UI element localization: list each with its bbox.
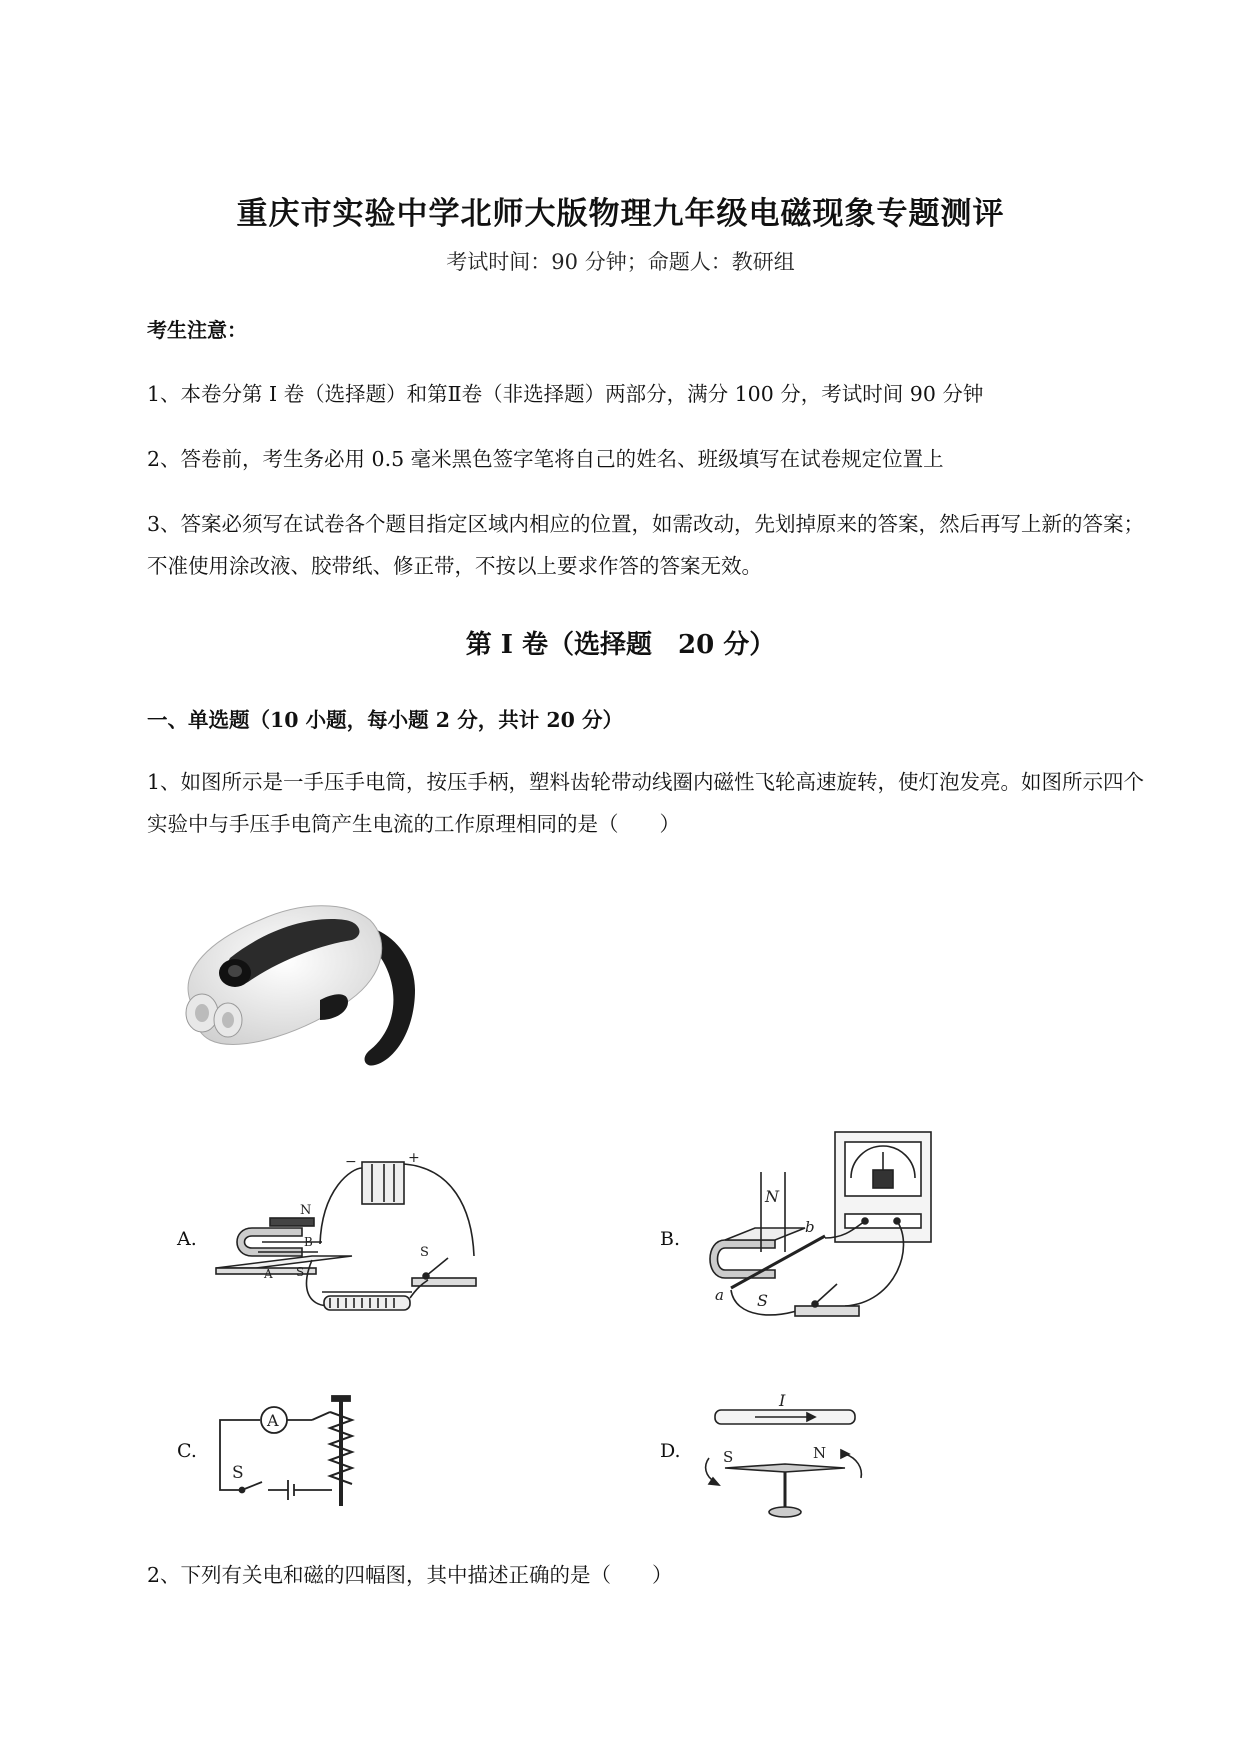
option-a-figure <box>212 1148 512 1323</box>
notice-item-3: 3、答案必须写在试卷各个题目指定区域内相应的位置，如需改动，先划掉原来的答案，然后再写上新的答案；不准使用涂改液、胶带纸、修正带，不按以上要求作答的答案无效。 <box>147 512 1145 578</box>
option-b-label-a: a <box>715 1286 724 1304</box>
option-a-label: A. <box>177 1228 197 1250</box>
notice-item-1: 1、本卷分第 I 卷（选择题）和第Ⅱ卷（非选择题）两部分，满分 100 分，考试时间 90 分钟 <box>147 382 984 406</box>
option-d-figure <box>695 1386 875 1526</box>
option-a-label-b: B <box>304 1235 313 1249</box>
option-b-label-n: N <box>765 1187 779 1206</box>
option-c-label-ammeter: A <box>267 1411 279 1430</box>
option-c-label-s: S <box>232 1463 244 1483</box>
option-d-label-s: S <box>723 1448 734 1466</box>
option-a-label-switch-s: S <box>420 1245 429 1260</box>
option-a-label-plus: + <box>408 1150 420 1166</box>
option-b-label: B. <box>660 1228 681 1250</box>
page-title: 重庆市实验中学北师大版物理九年级电磁现象专题测评 <box>236 196 1005 232</box>
hand-press-flashlight-image <box>170 880 430 1080</box>
option-a-label-minus: − <box>345 1154 357 1170</box>
option-b-label-b: b <box>805 1218 815 1236</box>
exam-info: 考试时间：90 分钟；命题人：教研组 <box>446 250 795 274</box>
option-a-label-n: N <box>300 1203 312 1218</box>
option-d-label-i: I <box>779 1391 786 1410</box>
section-title: 第 I 卷（选择题 20 分） <box>465 630 776 660</box>
option-c-label: C. <box>177 1440 197 1462</box>
option-a-label-a: A <box>264 1267 273 1281</box>
option-a-label-s: S <box>296 1265 305 1279</box>
notice-heading: 考生注意： <box>147 318 247 342</box>
option-b-label-s: S <box>757 1291 768 1310</box>
option-d-label: D. <box>660 1440 681 1462</box>
question-2-text: 2、下列有关电和磁的四幅图，其中描述正确的是（ ） <box>147 1563 673 1587</box>
option-b-figure <box>695 1128 945 1328</box>
notice-item-2: 2、答卷前，考生务必用 0.5 毫米黑色签字笔将自己的姓名、班级填写在试卷规定位置上 <box>147 447 944 471</box>
option-d-label-n: N <box>813 1444 827 1462</box>
question-1-text: 1、如图所示是一手压手电筒，按压手柄，塑料齿轮带动线圈内磁性飞轮高速旋转，使灯泡发亮。如图所示四个实验中与手压手电筒产生电流的工作原理相同的是（ ） <box>147 770 1145 836</box>
part-title: 一、单选题（10 小题，每小题 2 分，共计 20 分） <box>147 708 624 732</box>
option-c-figure <box>212 1390 362 1520</box>
